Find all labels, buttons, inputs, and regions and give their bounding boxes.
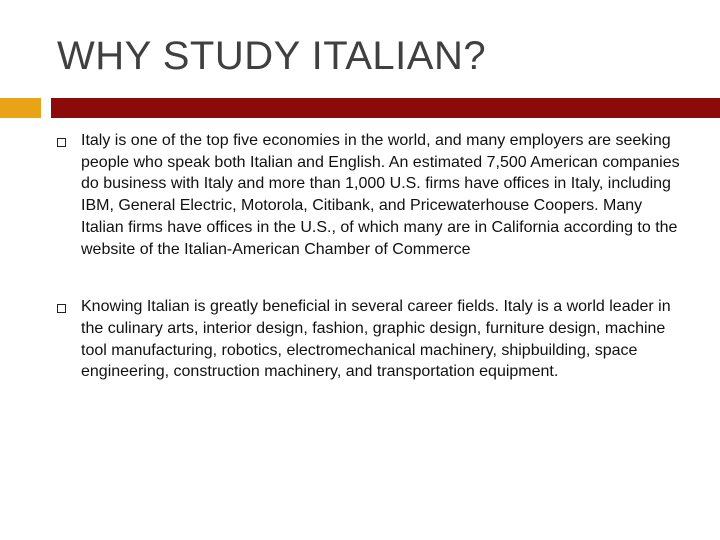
title-accent-bar-gold — [0, 98, 41, 118]
title-accent-bar-red — [51, 98, 720, 118]
slide-title: WHY STUDY ITALIAN? — [57, 34, 487, 78]
bullet-text: Italy is one of the top five economies in the world, and many employers are seeking people who speak both Italian and English. An estimated 7,500 American companies do business with Italy and more than 1,000 U.S. firms have offices in Italy, including IBM, General Electric, Motorola, Citibank, and Pricewaterhouse Coopers. Many Italian firms have offices in the U.S., of which many are in California according to the website of the Italian-American Chamber of Commerce — [81, 132, 680, 258]
hollow-square-icon — [57, 138, 66, 147]
hollow-square-icon — [57, 304, 66, 313]
bullet-item-careers — [57, 296, 682, 383]
bullet-list — [57, 130, 682, 419]
bullet-text: Knowing Italian is greatly beneficial in several career fields. Italy is a world leader in the culinary arts, interior design, fashion, graphic design, furniture design, machine tool manufacturing, robotics, electromechanical machinery, shipbuilding, space engineering, construction machinery, and transportation equipment. — [81, 298, 671, 381]
bullet-item-economy — [57, 130, 682, 260]
